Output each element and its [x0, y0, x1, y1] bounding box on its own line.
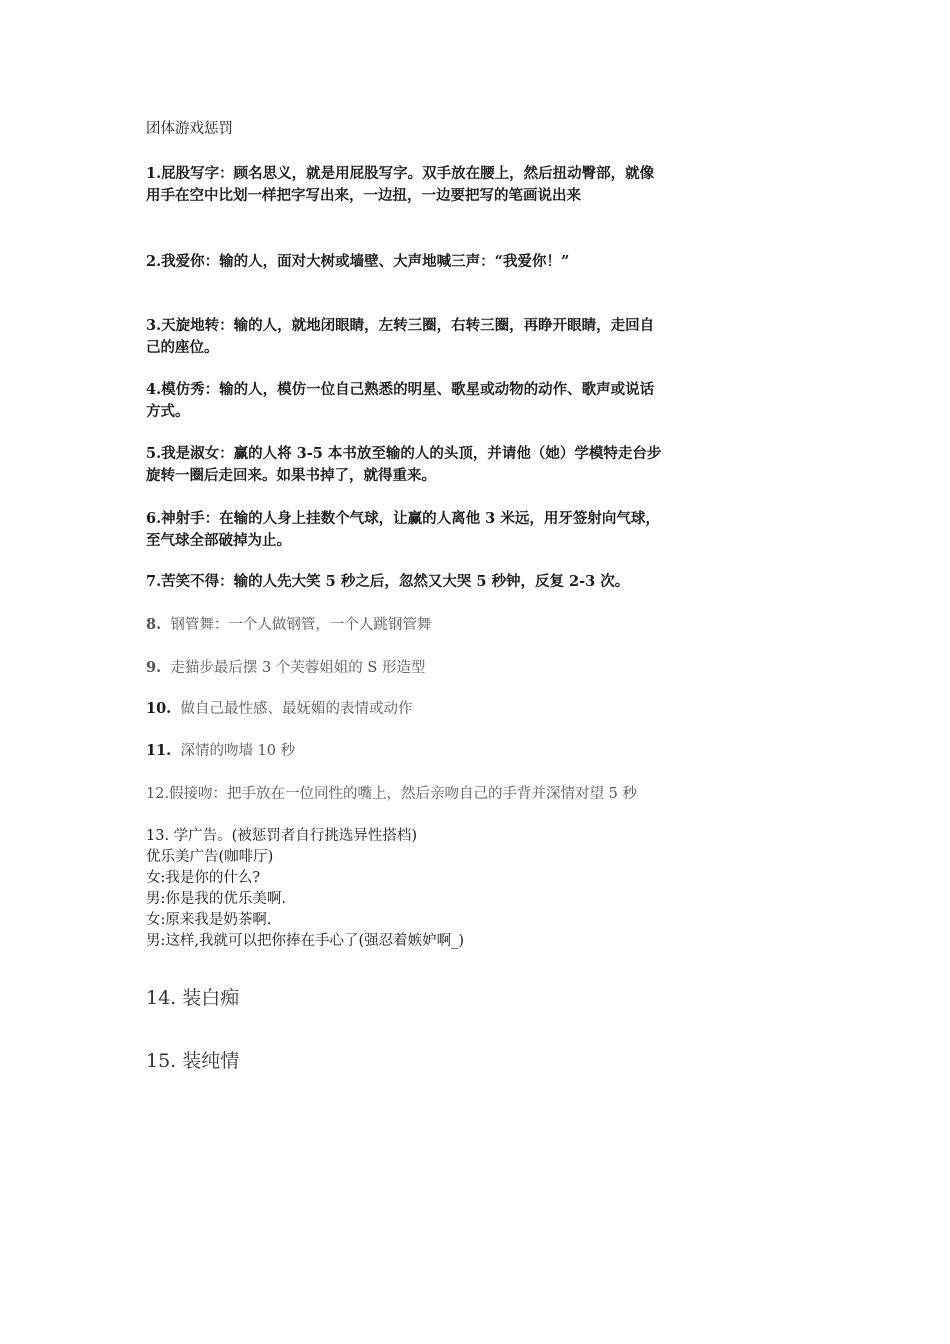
item-6-line-1: 6.神射手：在输的人身上挂数个气球，让赢的人离他 3 米远，用牙签射向气球，	[146, 510, 660, 527]
item-9-text: 走猫步最后摆 3 个芙蓉姐姐的 S 形造型	[170, 660, 426, 676]
item-11-text: 深情的吻墙 10 秒	[180, 743, 296, 759]
item-9	[146, 657, 425, 679]
document-title: 团体游戏惩罚	[146, 121, 233, 137]
item-11-number: 11.	[146, 742, 172, 759]
item-6-line-2: 至气球全部破掉为止。	[146, 532, 291, 549]
item-5-line-2: 旋转一圈后走回来。如果书掉了，就得重来。	[146, 467, 436, 484]
item-1-line-2: 用手在空中比划一样把字写出来，一边扭，一边要把写的笔画说出来	[146, 187, 581, 204]
item-4-line-1: 4.模仿秀：输的人，模仿一位自己熟悉的明星、歌星或动物的动作、歌声或说话	[146, 381, 655, 398]
item-8	[146, 614, 431, 636]
item-11	[146, 740, 295, 762]
item-5-line-1: 5.我是淑女：赢的人将 3-5 本书放至输的人的头顶，并请他（她）学模特走台步	[146, 445, 662, 462]
item-9-number: 9.	[146, 659, 162, 676]
item-10-text: 做自己最性感、最妩媚的表情或动作	[180, 701, 413, 717]
item-13-line-4: 男:你是我的优乐美啊.	[146, 891, 286, 907]
item-2-line-1: 2.我爱你：输的人，面对大树或墙壁、大声地喊三声：“我爱你！”	[146, 253, 570, 270]
item-13-line-1: 13. 学广告。(被惩罚者自行挑选异性搭档)	[146, 828, 417, 844]
item-3-line-1: 3.天旋地转：输的人，就地闭眼睛，左转三圈，右转三圈，再睁开眼睛，走回自	[146, 317, 655, 334]
item-13-line-3: 女:我是你的什么?	[146, 870, 261, 886]
item-10	[146, 698, 412, 720]
item-13-line-5: 女:原来我是奶茶啊.	[146, 912, 272, 928]
item-7-line-1: 7.苦笑不得：输的人先大笑 5 秒之后，忽然又大哭 5 秒钟，反复 2-3 次。	[146, 573, 630, 590]
item-1-line-1: 1.屁股写字：顾名思义，就是用屁股写字。双手放在腰上，然后扭动臀部，就像	[146, 165, 655, 182]
item-3-line-2: 己的座位。	[146, 339, 219, 356]
item-10-number: 10.	[146, 700, 172, 717]
item-13-line-6: 男:这样,我就可以把你捧在手心了(强忍着嫉妒啊_)	[146, 933, 465, 949]
item-14: 14. 装白痴	[146, 987, 240, 1009]
item-4-line-2: 方式。	[146, 403, 190, 420]
item-8-text: 钢管舞：一个人做钢管，一个人跳钢管舞	[170, 617, 432, 633]
item-15: 15. 装纯情	[146, 1050, 240, 1072]
item-8-number: 8.	[146, 616, 162, 633]
item-13-line-2: 优乐美广告(咖啡厅)	[146, 849, 274, 865]
item-12-line-1: 12.假接吻：把手放在一位同性的嘴上，然后亲吻自己的手背并深情对望 5 秒	[146, 786, 638, 802]
